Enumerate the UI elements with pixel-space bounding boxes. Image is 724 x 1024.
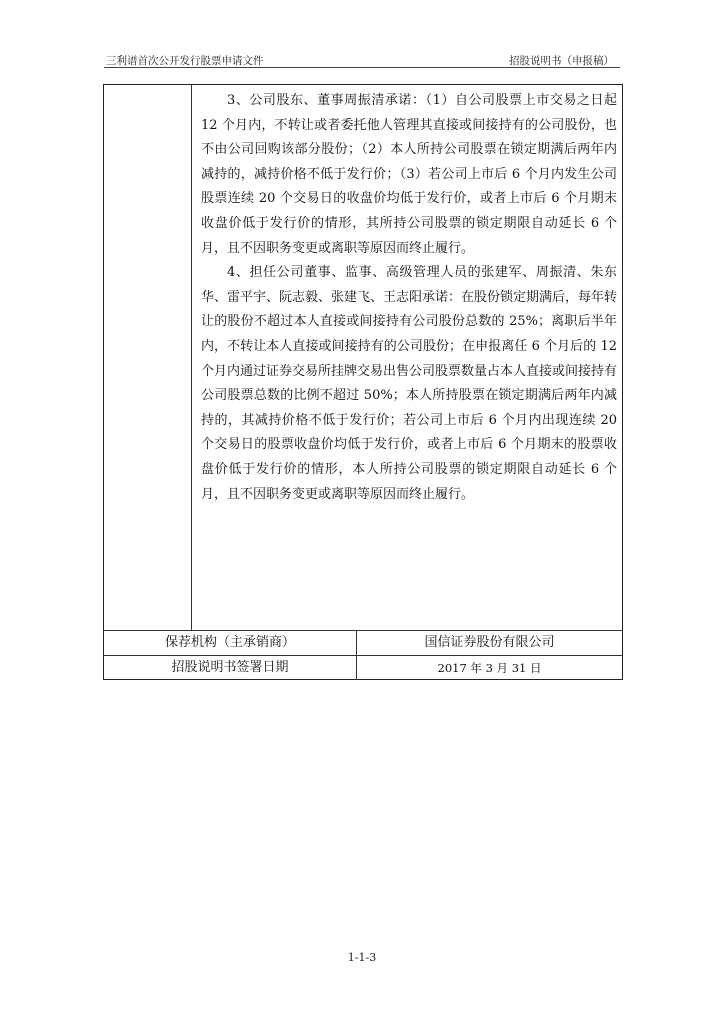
page-header — [104, 51, 620, 68]
page-number: 1-1-3 — [347, 951, 377, 964]
table-label-cell — [104, 85, 192, 630]
commitment-paragraph-4: 4、担任公司董事、监事、高级管理人员的张建军、周振清、朱东华、雷平宇、阮志毅、张建飞、王志阳承诺：在股份锁定期满后，每年转让的股份不超过本人直接或间接持有公司股份总数的 25%；离职后半年内，不转让本人直接或间接持有的公司股份；在申报离任 6 个月后的 12 个月内通过证券交易所挂牌交易出售公司股票数量占本人直接或间接持有公司股票总数的比例不超过 50%；本人所持股票在锁定期满后两年内减持的，其减持价格不低于发行价；若公司上市后 6 个月内出现连续 20 个交易日的股票收盘价均低于发行价，或者上市后 6 个月期末的股票收盘价低于发行价的情形，本人所持公司股票的锁定期限自动延长 6 个月，且不因职务变更或离职等原因而终止履行。 — [201, 265, 622, 502]
sponsor-label: 保荐机构（主承销商） — [104, 631, 357, 655]
header-document-type: 招股说明书（申报稿） — [509, 55, 614, 67]
commitment-paragraph-3: 3、公司股东、董事周振清承诺：（1）自公司股票上市交易之日起 12 个月内，不转让或者委托他人管理其直接或间接持有的公司股份，也不由公司回购该部分股份；（2）本人所持公司股票在锁定期满后两年内减持的，减持价格不低于发行价；（3）若公司上市后 6 个月内发生公司股票连续 20 个交易日的收盘价均低于发行价，或者上市后 6 个月期末收盘价低于发行价的情形，其所持公司股票的锁定期限自动延长 6 个月，且不因职务变更或离职等原因而终止履行。 — [201, 93, 622, 256]
info-table — [103, 84, 623, 680]
table-row-sign-date — [104, 655, 622, 680]
sponsor-value: 国信证券股份有限公司 — [424, 635, 555, 650]
sign-date-label: 招股说明书签署日期 — [104, 656, 357, 680]
sign-date-value: 2017 年 3 月 31 日 — [437, 661, 542, 675]
table-row-sponsor — [104, 630, 622, 655]
header-document-title: 三利谱首次公开发行股票申请文件 — [106, 55, 264, 67]
table-content-cell — [201, 89, 622, 507]
